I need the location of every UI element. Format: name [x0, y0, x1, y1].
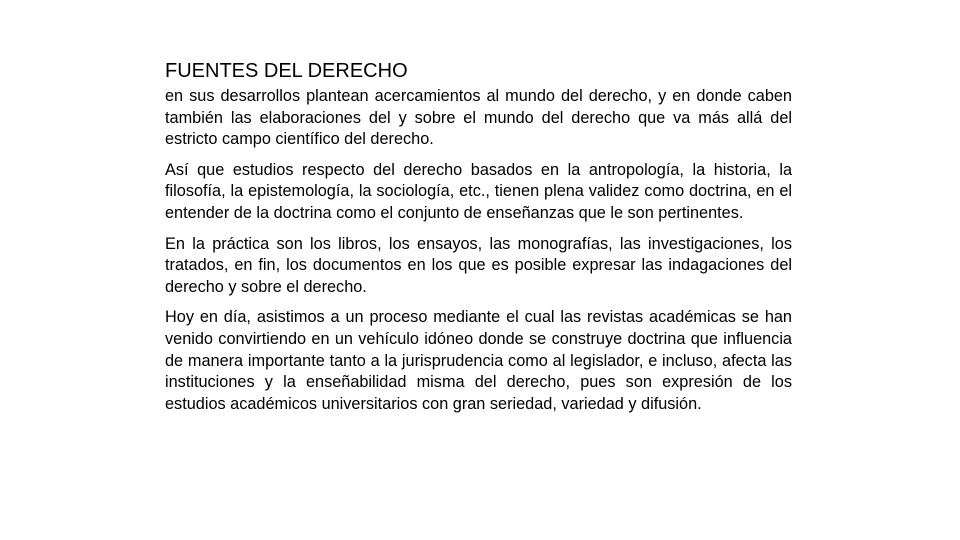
paragraph-4: Hoy en día, asistimos a un proceso mediante el cual las revistas académicas se han venido convirtiendo en un vehículo idóneo donde se construye doctrina que influencia de manera importante tanto a la jurisprudencia como al legislador, e incluso, afecta las instituciones y la enseñabilidad misma del derecho, pues son expresión de los estudios académicos universitarios con gran seriedad, variedad y difusión. — [165, 308, 792, 413]
slide-title: FUENTES DEL DERECHO — [165, 60, 408, 82]
paragraph-3: En la práctica son los libros, los ensayos, las monografías, las investigaciones, los tratados, en fin, los documentos en los que es posible expresar las indagaciones del derecho y sobre el derecho. — [165, 234, 792, 296]
paragraph-1: en sus desarrollos plantean acercamientos al mundo del derecho, y en donde caben también las elaboraciones del y sobre el mundo del derecho que va más allá del estricto campo científico del derecho. — [165, 87, 792, 149]
slide-content — [165, 58, 792, 424]
paragraph-2: Así que estudios respecto del derecho basados en la antropología, la historia, la filosofía, la epistemología, la sociología, etc., tienen plena validez como doctrina, en el entender de la doctrina como el conjunto de enseñanzas que le son pertinentes. — [165, 160, 792, 222]
